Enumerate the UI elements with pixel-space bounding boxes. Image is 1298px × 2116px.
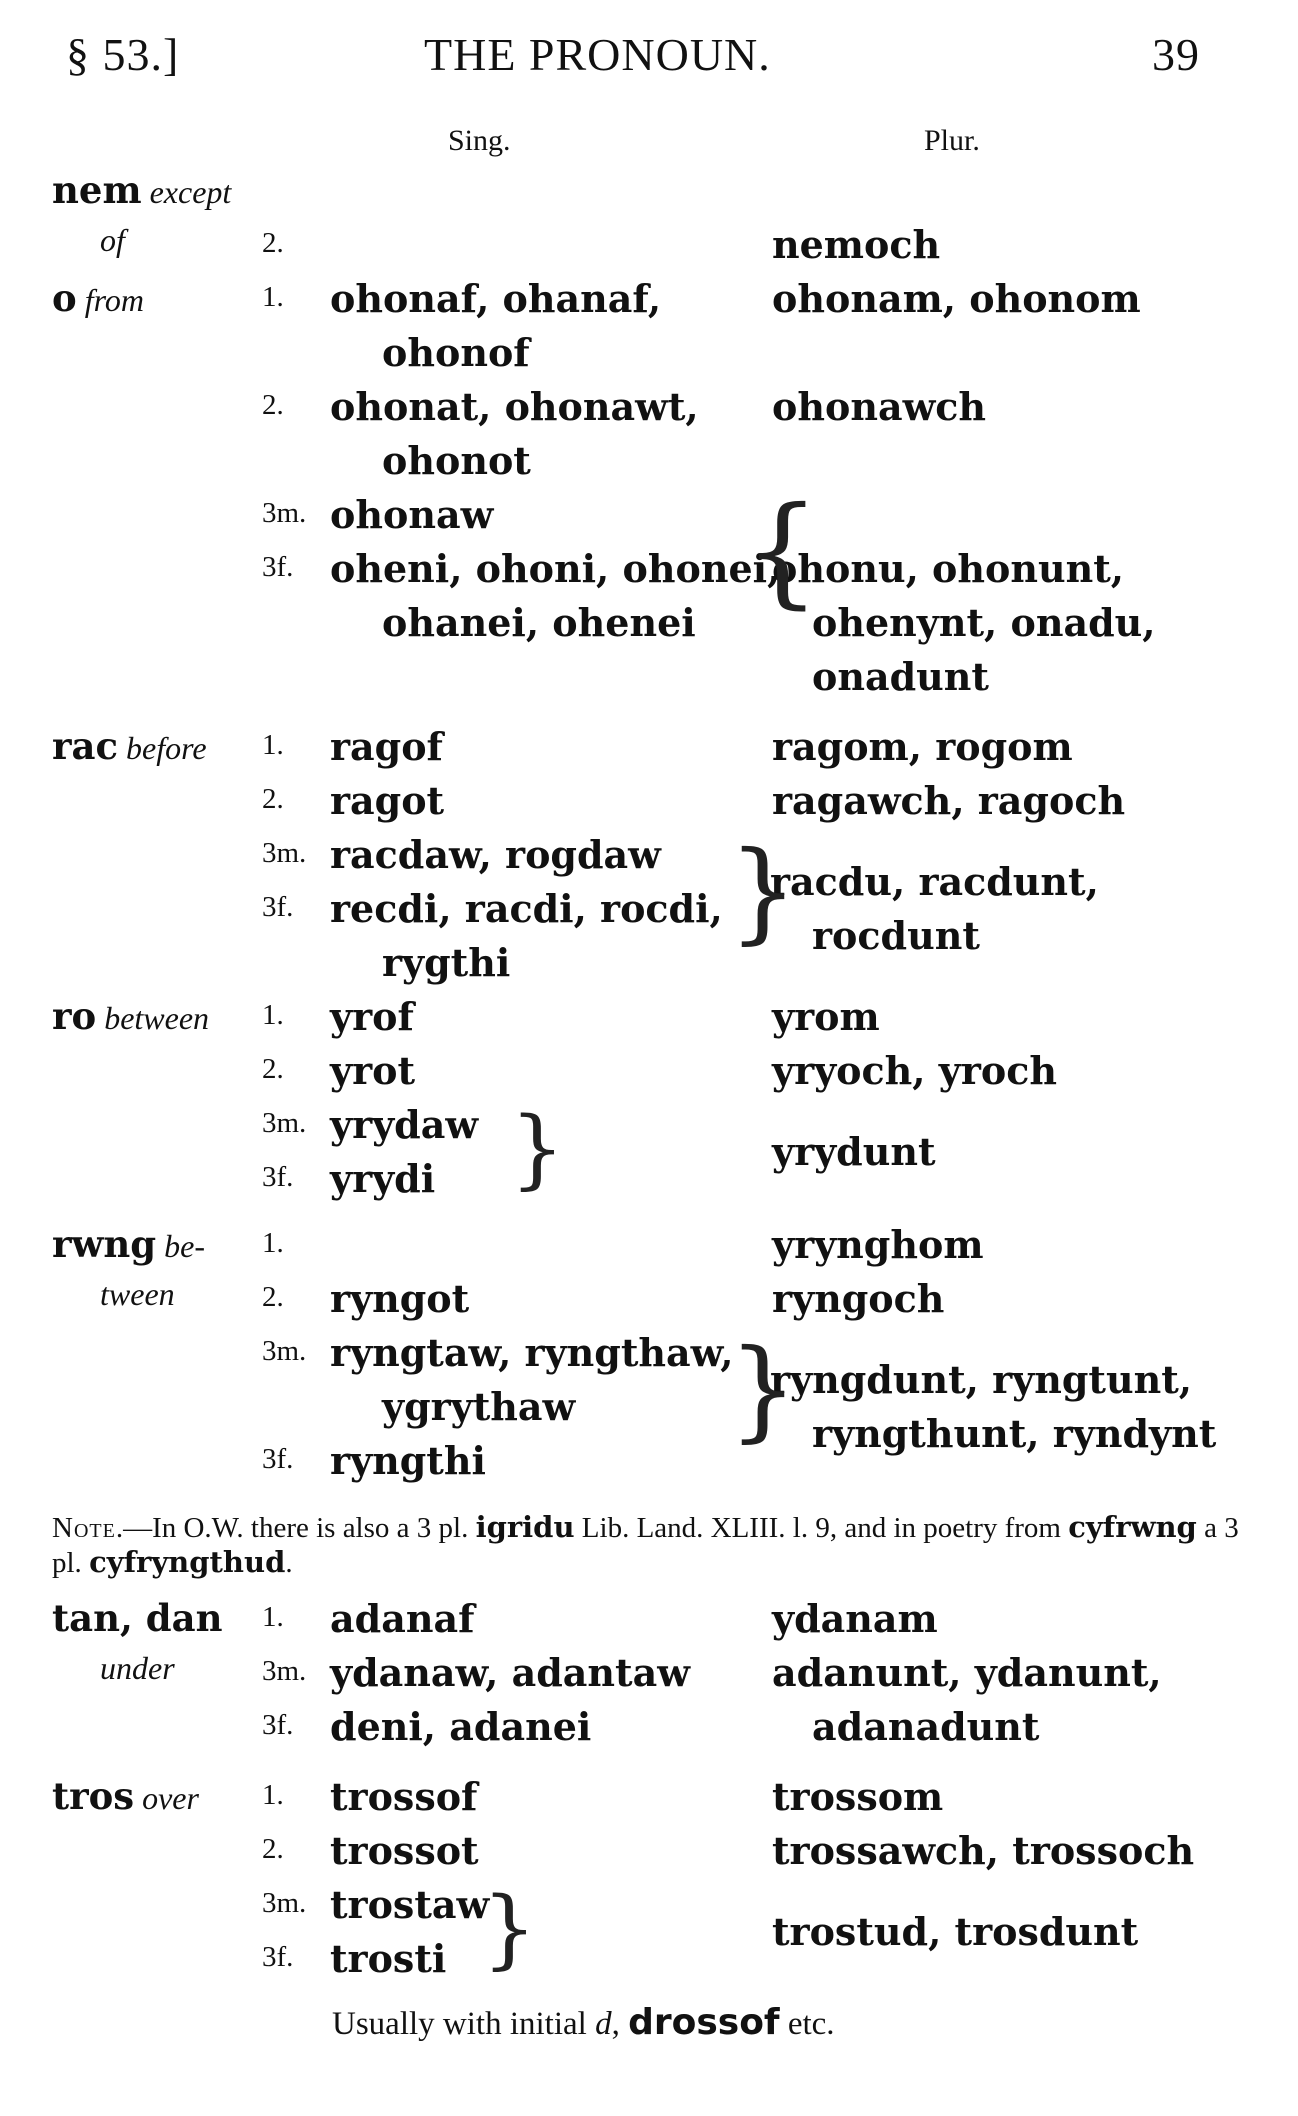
preposition-word: tan, dan: [52, 1596, 223, 1640]
plural-form: racdu, racdunt,: [770, 859, 1099, 904]
brace-icon: }: [728, 1325, 798, 1453]
singular-form-continued: rygthi: [382, 940, 511, 985]
gloss-continued: tween: [100, 1276, 175, 1312]
plural-form: ydanam: [772, 1596, 938, 1641]
singular-form: yrof: [330, 994, 414, 1039]
singular-form: ryngot: [330, 1276, 470, 1321]
entry-ro-row-3f: [0, 1156, 1298, 1210]
plural-form-continued: onadunt: [812, 654, 989, 699]
entry-o-row-3f: [0, 546, 1298, 600]
entry-rac-row-2: [0, 778, 1298, 832]
person-number: 1.: [262, 729, 284, 761]
plural-form-continued: ohenynt, onadu,: [812, 600, 1156, 645]
note-word: cyfryngthud: [89, 1545, 286, 1579]
person-number: 3m.: [262, 497, 307, 529]
note-word: igridu: [475, 1510, 575, 1544]
entry-o-row-1: [0, 276, 1298, 330]
plural-form: yryoch, yroch: [772, 1048, 1057, 1093]
person-number: 3f.: [262, 891, 294, 923]
brace-icon: }: [728, 827, 798, 955]
singular-form: yrydi: [330, 1156, 436, 1201]
note-label: Note: [52, 1512, 116, 1544]
person-number: 3m.: [262, 1655, 307, 1687]
entry-o-row-2b: [0, 438, 1298, 492]
singular-form: recdi, racdi, rocdi,: [330, 886, 723, 931]
entry-o-row-1b: [0, 330, 1298, 384]
note-word: cyfrwng: [1068, 1510, 1197, 1544]
plural-form-continued: adanadunt: [812, 1704, 1040, 1749]
person-number: 3f.: [262, 1941, 294, 1973]
preposition-word: tros over: [52, 1774, 199, 1818]
plural-form: ohonu, ohonunt,: [772, 546, 1125, 591]
plural-form: ryngdunt, ryngtunt,: [770, 1357, 1193, 1402]
plural-form: trossawch, trossoch: [772, 1828, 1195, 1873]
preposition-word: nem except: [52, 168, 232, 212]
entry-tros-row-3f: [0, 1936, 1298, 1990]
entry-o-row-3m: [0, 492, 1298, 546]
entry-o-row-3fc: [0, 654, 1298, 708]
gloss: before: [126, 730, 207, 766]
page-number: 39: [1152, 29, 1200, 80]
singular-form: ohonat, ohonawt,: [330, 384, 699, 429]
singular-form: yrot: [330, 1048, 415, 1093]
plural-form-continued: ryngthunt, ryndynt: [812, 1411, 1217, 1456]
person-number: 1.: [262, 1779, 284, 1811]
entry-tan-row-1: [0, 1596, 1298, 1650]
usage-remark: Usually with initial d, drossof etc.: [332, 2002, 835, 2043]
person-number: 3m.: [262, 837, 307, 869]
entry-nem-head: [0, 168, 1298, 222]
initial-letter: d: [595, 2006, 612, 2042]
plural-form: yrynghom: [772, 1222, 984, 1267]
plural-form: yrydunt: [772, 1129, 936, 1174]
singular-form: trossof: [330, 1774, 478, 1819]
plural-form: adanunt, ydanunt,: [772, 1650, 1162, 1695]
brace-icon: }: [482, 1879, 537, 1979]
plural-form: nemoch: [772, 222, 941, 267]
singular-form: oheni, ohoni, ohonei,: [330, 546, 781, 591]
singular-form-continued: ohonot: [382, 438, 531, 483]
section-marker: § 53.]: [66, 29, 180, 80]
entry-o-row-2: [0, 384, 1298, 438]
brace-icon: {: [744, 482, 821, 621]
entry-tros-row-2: [0, 1828, 1298, 1882]
plural-form: yrom: [772, 994, 880, 1039]
person-number: 2.: [262, 1833, 284, 1865]
singular-form: adanaf: [330, 1596, 475, 1641]
singular-form: ohonaw: [330, 492, 494, 537]
entry-rac-row-3fb: [0, 940, 1298, 994]
singular-form: trossot: [330, 1828, 479, 1873]
entry-ro-row-2: [0, 1048, 1298, 1102]
entry-ro-row-1: [0, 994, 1298, 1048]
singular-form: ragof: [330, 724, 443, 769]
plural-form: ragawch, ragoch: [772, 778, 1126, 823]
page-title: THE PRONOUN.: [424, 29, 771, 80]
singular-form: trostaw: [330, 1882, 490, 1927]
plural-form: ragom, rogom: [772, 724, 1073, 769]
entry-rwng-row-1: [0, 1222, 1298, 1276]
person-number: 3m.: [262, 1107, 307, 1139]
person-number: 1.: [262, 999, 284, 1031]
person-number: 3m.: [262, 1335, 307, 1367]
preposition-word: o from: [52, 276, 144, 320]
preposition-word: rac before: [52, 724, 207, 768]
footnote: Note.—In O.W. there is also a 3 pl. igridu Lib. Land. XLIII. l. 9, and in poetry from cyfrwng a 3 pl. cyfryngthud.: [52, 1510, 1239, 1579]
entry-tan-row-3f: [0, 1704, 1298, 1758]
singular-form: ohonaf, ohanaf,: [330, 276, 662, 321]
gloss: over: [142, 1780, 199, 1816]
person-number: 2.: [262, 1281, 284, 1313]
person-number: 3f.: [262, 1161, 294, 1193]
entry-nem-row-2: [0, 222, 1298, 276]
gloss: under: [100, 1650, 175, 1686]
singular-form: ryngthi: [330, 1438, 486, 1483]
person-number: 1.: [262, 1601, 284, 1633]
preposition-word: rwng be-: [52, 1222, 205, 1266]
entry-o-row-3fb: [0, 600, 1298, 654]
singular-form: trosti: [330, 1936, 447, 1981]
person-number: 2.: [262, 1053, 284, 1085]
brace-icon: }: [510, 1099, 565, 1199]
entry-rwng-row-2: [0, 1276, 1298, 1330]
entry-tan-row-3m: [0, 1650, 1298, 1704]
preposition-word: ro between: [52, 994, 210, 1038]
singular-form-continued: ohanei, ohenei: [382, 600, 696, 645]
person-number: 3f.: [262, 1443, 294, 1475]
gloss: except: [149, 174, 232, 210]
singular-form: racdaw, rogdaw: [330, 832, 661, 877]
person-number: 2.: [262, 389, 284, 421]
gloss: between: [104, 1000, 210, 1036]
person-number: 3m.: [262, 1887, 307, 1919]
plural-form: ohonawch: [772, 384, 987, 429]
entry-rac-row-1: [0, 724, 1298, 778]
singular-form: ragot: [330, 778, 445, 823]
plural-form: ryngoch: [772, 1276, 945, 1321]
person-number: 3f.: [262, 551, 294, 583]
singular-form: ryngtaw, ryngthaw,: [330, 1330, 734, 1375]
plural-column-heading: Plur.: [924, 124, 980, 157]
singular-form-continued: ohonof: [382, 330, 530, 375]
singular-form: deni, adanei: [330, 1704, 592, 1749]
plural-form: trossom: [772, 1774, 944, 1819]
example-form: drossof: [628, 2002, 780, 2043]
plural-form: trostud, trosdunt: [772, 1909, 1139, 1954]
person-number: 1.: [262, 281, 284, 313]
gloss: from: [84, 282, 144, 318]
entry-tros-row-1: [0, 1774, 1298, 1828]
person-number: 1.: [262, 1227, 284, 1259]
singular-form: ydanaw, adantaw: [330, 1650, 690, 1695]
person-number: 2.: [262, 783, 284, 815]
person-number: 3f.: [262, 1709, 294, 1741]
entry-rwng-row-3f: [0, 1438, 1298, 1492]
singular-form-continued: ygrythaw: [382, 1384, 576, 1429]
gloss-continued: of: [100, 222, 125, 258]
gloss: be-: [164, 1228, 205, 1264]
singular-column-heading: Sing.: [448, 124, 511, 157]
singular-form: yrydaw: [330, 1102, 479, 1147]
plural-form: ohonam, ohonom: [772, 276, 1141, 321]
plural-form-continued: rocdunt: [812, 913, 980, 958]
person-number: 2.: [262, 227, 284, 259]
